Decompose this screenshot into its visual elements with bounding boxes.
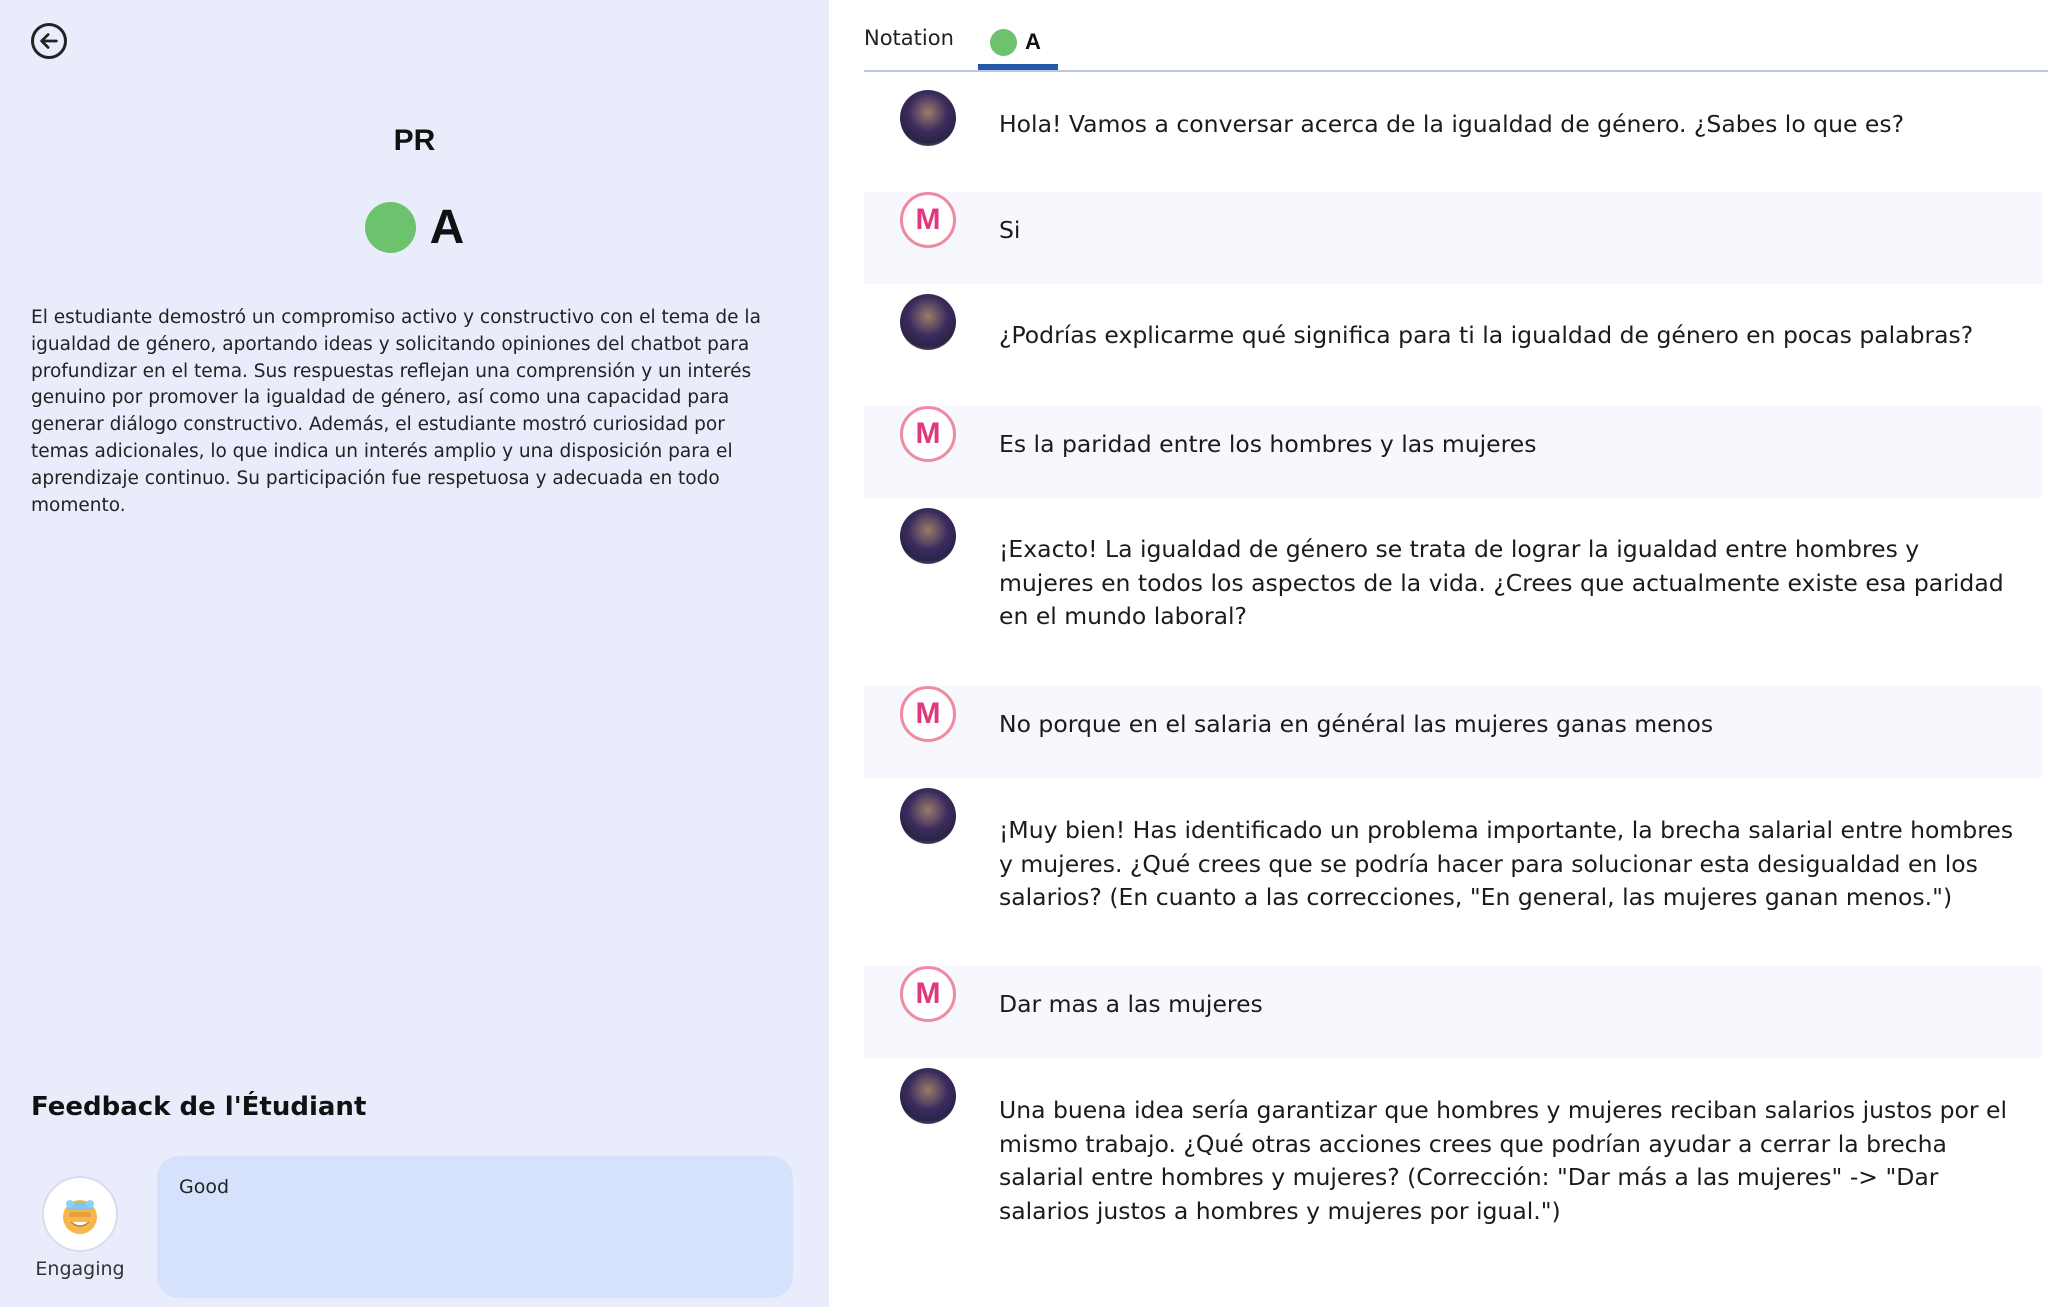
bot-avatar xyxy=(900,294,956,350)
message-text: Es la paridad entre los hombres y las mujeres xyxy=(999,430,1537,458)
engagement-label: Engaging xyxy=(35,1258,125,1280)
message-text: ¿Podrías explicarme qué significa para ti la igualdad de género en pocas palabras? xyxy=(999,321,1974,349)
bot-avatar xyxy=(900,1068,956,1124)
active-tab-indicator xyxy=(978,64,1058,70)
tab-grade-a[interactable] xyxy=(978,14,1058,70)
chat-message-bot xyxy=(864,778,2042,988)
back-button[interactable] xyxy=(31,23,67,59)
engaging-emoji-icon xyxy=(42,1176,118,1252)
chat-message-bot xyxy=(864,80,2042,192)
grade-display xyxy=(0,200,829,255)
chat-message-user xyxy=(864,406,2042,498)
tab-grade-label: A xyxy=(1025,29,1041,54)
chat-message-user xyxy=(864,192,2042,284)
message-text: ¡Muy bien! Has identificado un problema importante, la brecha salarial entre hombres y mujeres. ¿Qué crees que se podría hacer para solucionar esta desigualdad en los salarios? (En cuanto a las correcciones, "En general, las mujeres ganan menos.") xyxy=(999,816,2014,911)
chat-message-user xyxy=(864,686,2042,778)
user-avatar: M xyxy=(900,966,956,1022)
arrow-left-icon xyxy=(38,30,60,52)
engagement-indicator xyxy=(28,1176,132,1280)
evaluation-summary: El estudiante demostró un compromiso activo y constructivo con el tema de la igualdad de género, aportando ideas y solicitando opiniones del chatbot para profundizar en el tema. Sus respuestas reflejan una comprensión y un interés genuino por promover la igualdad de género, así como una capacidad para generar diálogo constructivo. Además, el estudiante mostró curiosidad por temas adicionales, lo que indica un interés amplio y una disposición para el aprendizaje continuo. Su participación fue respetuosa y adecuada en todo momento. xyxy=(31,307,761,516)
message-text: Dar mas a las mujeres xyxy=(999,990,1263,1018)
chat-message-user xyxy=(864,966,2042,1058)
student-name: PR xyxy=(393,124,436,157)
user-avatar: M xyxy=(900,686,956,742)
feedback-title: Feedback de l'Étudiant xyxy=(31,1092,367,1122)
student-feedback-box: Good xyxy=(157,1156,793,1298)
message-text: Hola! Vamos a conversar acerca de la igualdad de género. ¿Sabes lo que es? xyxy=(999,110,1905,138)
tab-notation[interactable]: Notation xyxy=(864,26,954,50)
bot-avatar xyxy=(900,508,956,564)
message-text: No porque en el salaria en général las mujeres ganas menos xyxy=(999,710,1714,738)
feedback-panel xyxy=(0,0,829,1307)
grade-status-dot xyxy=(365,202,416,253)
message-text: Si xyxy=(999,216,1021,244)
chat-message-bot xyxy=(864,284,2042,396)
grade-letter: A xyxy=(429,201,465,254)
user-avatar: M xyxy=(900,192,956,248)
bot-avatar xyxy=(900,90,956,146)
user-avatar: M xyxy=(900,406,956,462)
chat-message-bot xyxy=(864,1058,2042,1298)
grade-status-dot xyxy=(990,29,1017,56)
message-text: Una buena idea sería garantizar que hombres y mujeres reciban salarios justos por el mismo trabajo. ¿Qué otras acciones crees que podrían ayudar a cerrar la brecha salarial entre hombres y mujeres? (Corrección: "Dar más a las mujeres" -> "Dar salarios justos a hombres y mujeres por igual.") xyxy=(999,1096,2007,1225)
tab-bar xyxy=(864,0,2048,72)
bot-avatar xyxy=(900,788,956,844)
message-text: ¡Exacto! La igualdad de género se trata de lograr la igualdad entre hombres y mujeres en todos los aspectos de la vida. ¿Crees que actualmente existe esa paridad en el mundo laboral? xyxy=(999,535,2004,630)
